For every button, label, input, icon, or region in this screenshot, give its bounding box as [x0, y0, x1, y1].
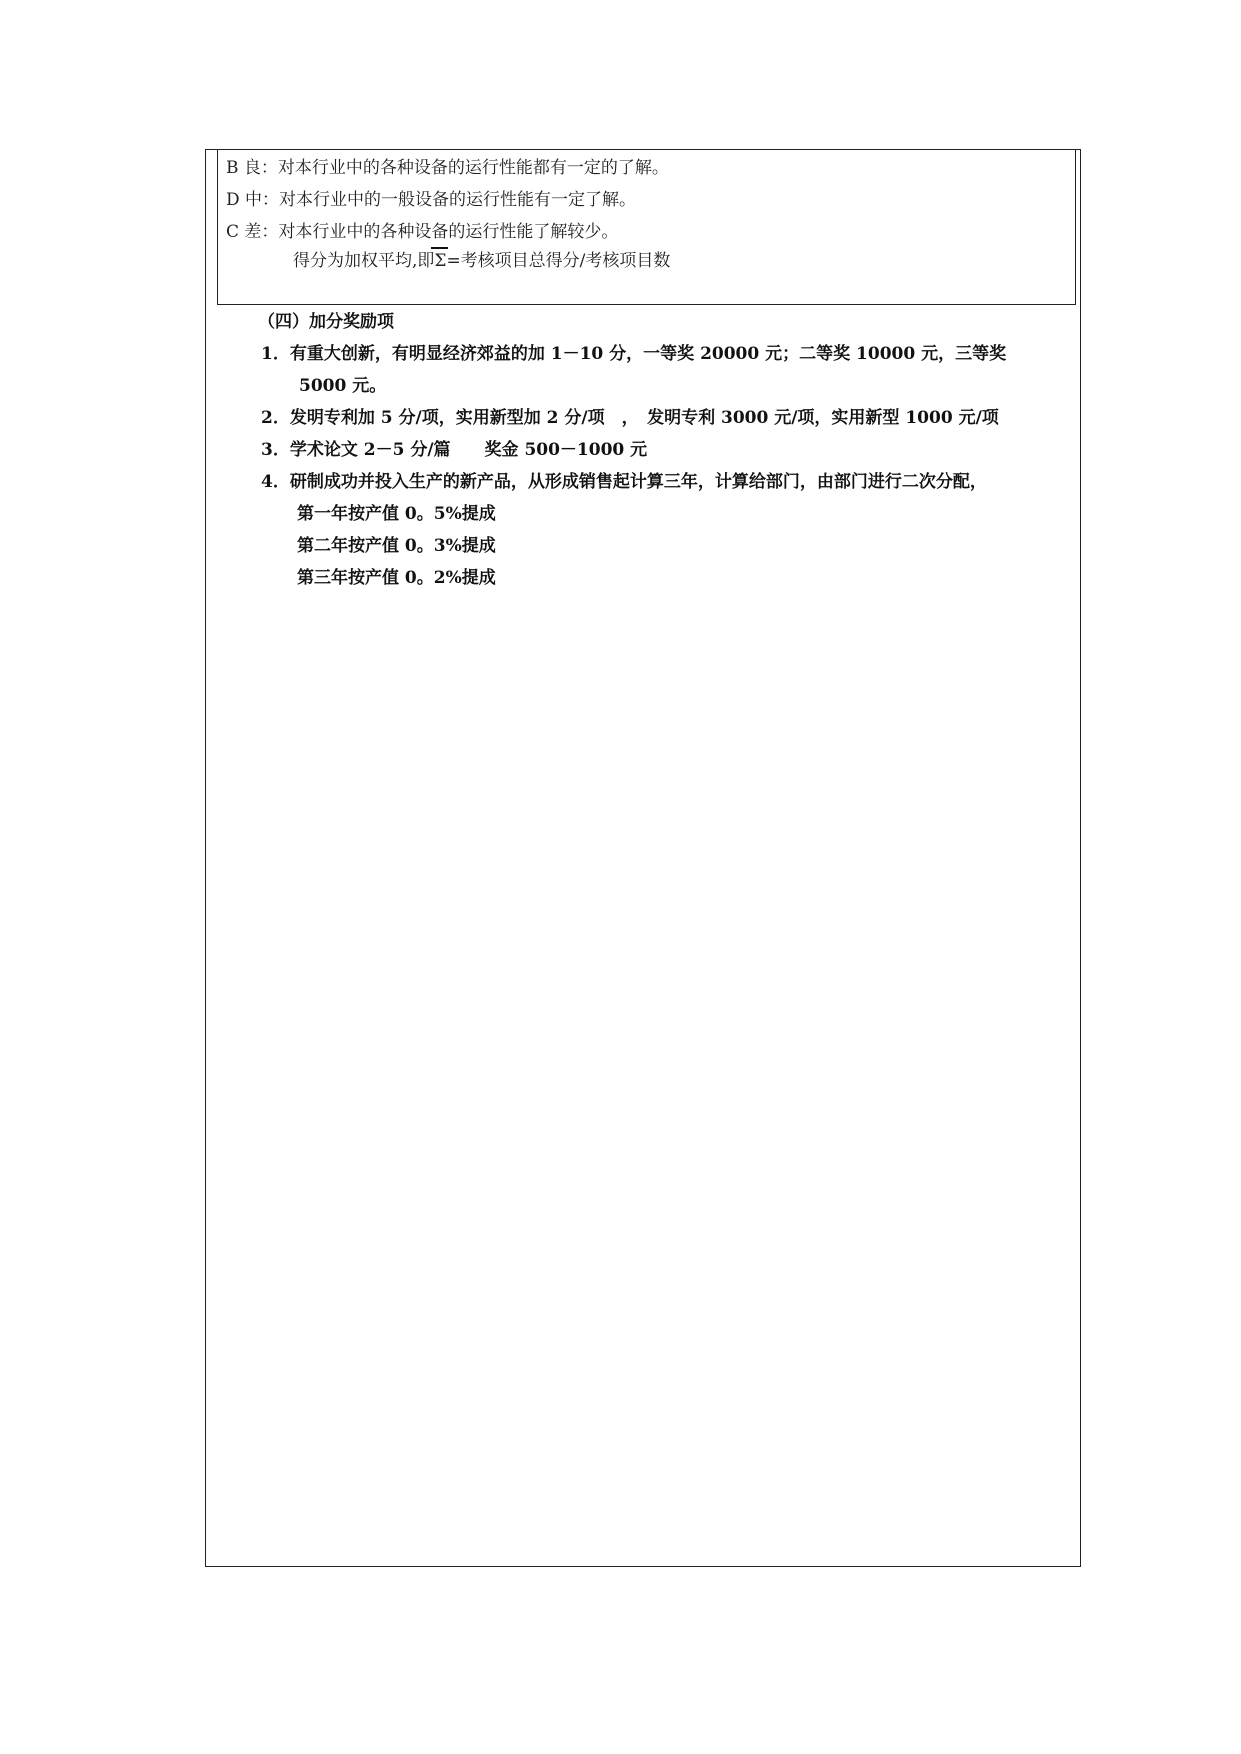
formula-suffix: =考核项目总得分/考核项目数	[446, 251, 671, 271]
sigma-symbol: Σ	[434, 251, 447, 271]
score-formula	[293, 250, 670, 272]
bonus-item-3: 3．学术论文 2－5 分/篇 奖金 500－1000 元	[261, 440, 648, 460]
bonus-heading: （四）加分奖励项	[258, 312, 394, 332]
bonus-item-4: 4．研制成功并投入生产的新产品，从形成销售起计算三年，计算给部门，由部门进行二次分配，	[261, 472, 987, 492]
year-3-commission: 第三年按产值 0。2%提成	[297, 568, 496, 588]
bonus-item-2: 2．发明专利加 5 分/项，实用新型加 2 分/项 ， 发明专利 3000 元/项，实用新型 1000 元/项	[261, 408, 999, 428]
grade-c-text: C 差：对本行业中的各种设备的运行性能了解较少。	[226, 222, 619, 242]
year-1-commission: 第一年按产值 0。5%提成	[297, 504, 496, 524]
formula-prefix: 得分为加权平均,即	[293, 251, 435, 271]
grade-b-text: B 良：对本行业中的各种设备的运行性能都有一定的了解。	[226, 158, 669, 178]
year-2-commission: 第二年按产值 0。3%提成	[297, 536, 496, 556]
bonus-item-1-continued: 5000 元。	[299, 376, 387, 396]
grade-d-text: D 中：对本行业中的一般设备的运行性能有一定了解。	[226, 190, 637, 210]
bonus-item-1: 1．有重大创新，有明显经济郊益的加 1－10 分，一等奖 20000 元；二等奖 10000 元，三等奖	[261, 344, 1007, 364]
